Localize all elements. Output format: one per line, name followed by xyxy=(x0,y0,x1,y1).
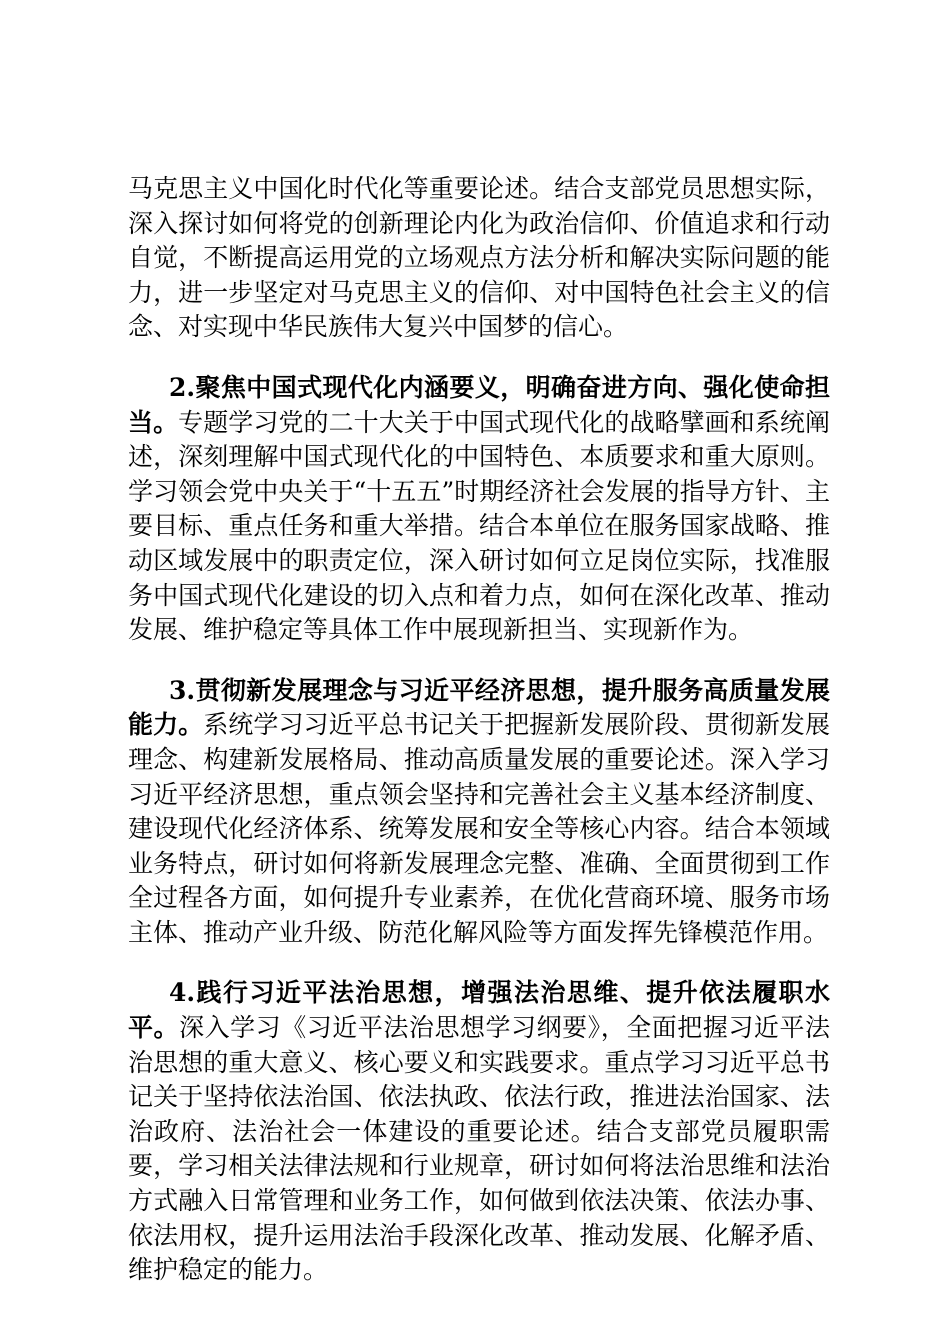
section-paragraph-4 xyxy=(128,976,830,1287)
section-heading-2: 2.聚焦中国式现代化内涵要义，明确奋进方向、强化使命担当。 xyxy=(128,372,830,437)
intro-paragraph: 马克思主义中国化时代化等重要论述。结合支部党员思想实际，深入探讨如何将党的创新理论内化为政治信仰、价值追求和行动自觉，不断提高运用党的立场观点方法分析和解决实际问题的能力，进一步坚定对马克思主义的信仰、对中国特色社会主义的信念、对实现中华民族伟大复兴中国梦的信心。 xyxy=(128,174,830,342)
document-body xyxy=(128,172,830,1314)
section-body-2: 专题学习党的二十大关于中国式现代化的战略擘画和系统阐述，深刻理解中国式现代化的中国特色、本质要求和重大原则。学习领会党中央关于“十五五”时期经济社会发展的指导方针、主要目标、重点任务和重大举措。结合本单位在服务国家战略、推动区域发展中的职责定位，深入研讨如何立足岗位实际，找准服务中国式现代化建设的切入点和着力点，如何在深化改革、推动发展、维护稳定等具体工作中展现新担当、实现新作为。 xyxy=(128,407,830,645)
section-heading-4: 4.践行习近平法治思想，增强法治思维、提升依法履职水平。 xyxy=(128,978,830,1043)
section-paragraph-2 xyxy=(128,371,830,648)
section-paragraph-3 xyxy=(128,674,830,951)
section-body-3: 系统学习习近平总书记关于把握新发展阶段、贯彻新发展理念、构建新发展格局、推动高质量发展的重要论述。深入学习习近平经济思想，重点领会坚持和完善社会主义基本经济制度、建设现代化经济体系、统筹发展和安全等核心内容。结合本领域业务特点，研讨如何将新发展理念完整、准确、全面贯彻到工作全过程各方面，如何提升专业素养，在优化营商环境、服务市场主体、推动产业升级、防范化解风险等方面发挥先锋模范作用。 xyxy=(128,710,830,947)
section-heading-3: 3.贯彻新发展理念与习近平经济思想，提升服务高质量发展能力。 xyxy=(128,675,830,740)
section-body-4: 深入学习《习近平法治思想学习纲要》，全面把握习近平法治思想的重大意义、核心要义和实践要求。重点学习习近平总书记关于坚持依法治国、依法执政、依法行政，推进法治国家、法治政府、法治社会一体建设的重要论述。结合支部党员履职需要，学习相关法律法规和行业规章，研讨如何将法治思维和法治方式融入日常管理和业务工作，如何做到依法决策、依法办事、依法用权，提升运用法治手段深化改革、推动发展、化解矛盾、维护稳定的能力。 xyxy=(128,1013,830,1285)
